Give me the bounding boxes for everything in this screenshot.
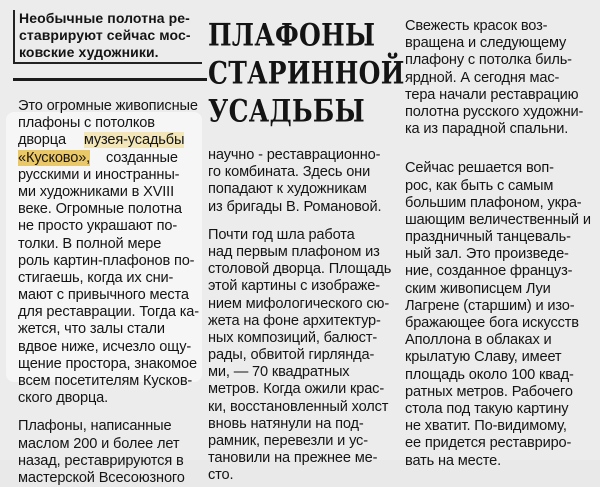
text-line: ки, восстановленный холст [208,398,389,415]
highlighted-term: «Кусково», [18,149,91,166]
headline [208,16,408,129]
text-line: ных композиций, балюст- [208,329,378,346]
text-line: Почти год шла работа [208,226,355,243]
text-line: вдвое ниже, исчезло ощу- [18,338,192,355]
text-line: большим плафоном, укра- [405,194,582,211]
text-line: тера начали реставрацию [405,86,579,103]
text-line: русскими и иностранны- [18,166,180,183]
text-line: ка из парадной спальни. [405,121,569,138]
text-line: сто. [208,467,234,484]
text-line: научно - реставрационно- [208,147,381,163]
text-line: ярдной. А сегодня мас- [405,69,560,86]
text-line: жета на фоне архитектур- [208,312,381,329]
text-line: веке. Огромные полотна [18,201,182,218]
text-line: Лагрене (старшим) и изо- [405,297,575,314]
text-line: ее придется реставриро- [405,435,572,452]
lead-line: Необычные полотна ре- [19,10,190,26]
headline-line: ПЛАФОНЫ [208,17,376,53]
text-line: мают с привычного места [18,287,189,304]
text-line: не хватит. По-видимому, [405,418,567,435]
text-line: тановили на прежнее ме- [208,450,378,467]
text-line: ским живописцем Луи [405,280,551,297]
highlighted-term: музея-усадьбы [83,132,185,149]
text-line: стигаешь, когда их сни- [18,269,174,286]
text-line: над первым плафоном из [208,243,380,260]
text-line: ратных метров. Рабочего [405,383,573,400]
text-line: метров. Когда ожили крас- [208,381,385,398]
column-3 [405,18,595,470]
text-line: маслом 200 и более лет [18,435,180,452]
text-line: шающим величественный и [405,211,591,228]
text-line: ми художниками в XVIII [18,183,174,200]
text-line: этой картины с изображе- [208,278,380,295]
text-line [18,132,208,149]
text-line [18,150,208,167]
text-line: го комбината. Здесь они [208,164,371,181]
text-line: попадают к художникам [208,181,367,198]
lead-rule [13,78,207,81]
text-line: столовой дворца. Площадь [208,261,392,278]
text-fragment: дворца [18,132,66,149]
text-line: жется, что залы стали [18,321,165,338]
paragraph-gap [18,407,208,418]
text-line: толки. В полной мере [18,235,162,252]
text-line: Аполлона в облаках и [405,332,552,349]
text-line: рады, обвитой гирлянда- [208,347,375,364]
text-line: Плафоны, написанные [18,418,172,435]
lead-line: ковские художники. [19,44,159,61]
text-line: для реставрации. Тогда ка- [18,304,199,321]
text-line: Это огромные живописные [18,98,198,114]
text-line: площадь около 100 квад- [405,366,574,383]
text-line: нием мифологического сю- [208,295,390,312]
lead-line: ставрируют сейчас мос- [19,27,191,44]
paragraph-gap [405,138,595,160]
text-line: мастерской Всесоюзного [18,469,185,486]
text-fragment: созданные [106,149,178,166]
column-1 [18,98,208,487]
text-line: полотна русского художни- [405,103,584,120]
text-line: Сейчас решается воп- [405,160,554,177]
text-line: рамник, перевезли и ус- [208,433,368,449]
text-line: стола под такую картину [405,400,569,417]
text-line: вать на месте. [405,452,501,469]
text-line: бражающее бога искусств [405,315,579,331]
paragraph-gap [208,216,396,227]
text-line: Свежесть красок воз- [405,18,548,34]
text-line: рос, как быть с самым [405,177,554,194]
text-line: ми, — 70 квадратных [208,364,350,381]
text-line: роль картин-плафонов по- [18,252,195,269]
lead-box [13,10,202,64]
text-line: ского дворца. [18,390,109,407]
text-line: ние, созданное француз- [405,263,573,280]
text-line: из бригады В. Романовой. [208,198,382,215]
text-line: ный зал. Это произведе- [405,246,569,263]
column-2 [208,147,396,485]
text-line: вращена и следующему [405,35,567,52]
text-line: вновь натянули на под- [208,415,364,432]
text-line: не просто украшают по- [18,218,178,235]
text-line: щение простора, знакомое [18,355,197,372]
text-line: праздничный танцеваль- [405,229,571,246]
headline-line: СТАРИННОЙ [208,55,405,91]
text-line: всем посетителям Кусков- [18,373,193,389]
text-line: плафоны с потолков [18,115,155,132]
text-line: назад, реставрируются в [18,452,184,469]
headline-line: УСАДЬБЫ [208,93,365,129]
text-line: плафону с потолка биль- [405,52,572,69]
text-line: крылатую Славу, имеет [405,349,562,366]
